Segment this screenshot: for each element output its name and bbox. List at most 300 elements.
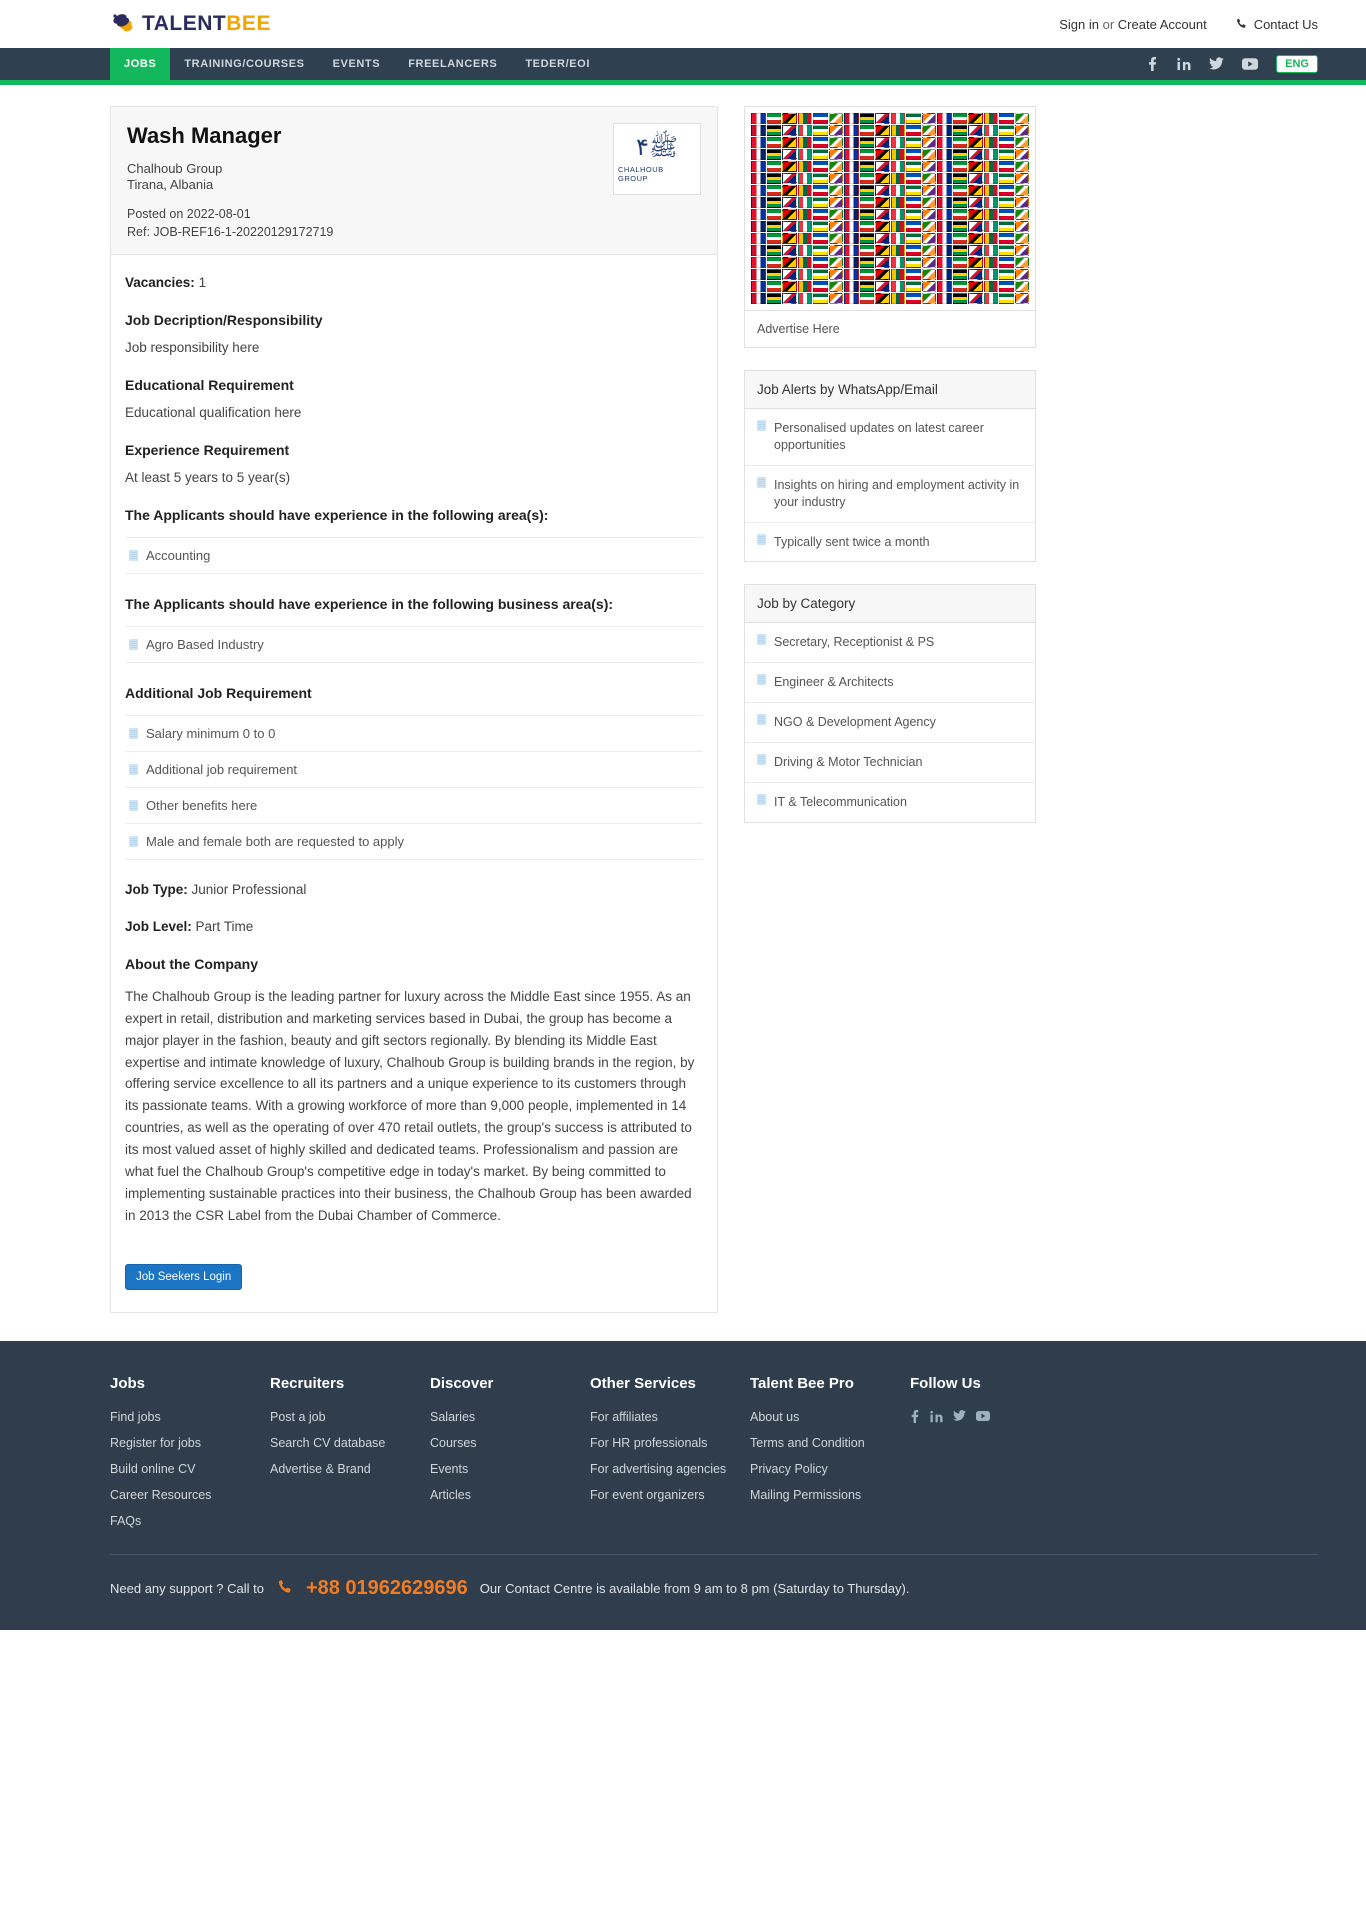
flag-swatch: [1015, 209, 1030, 220]
linkedin-icon[interactable]: [930, 1410, 943, 1423]
flag-swatch: [829, 293, 844, 304]
flag-swatch: [937, 257, 952, 268]
footer-support: [110, 1555, 1318, 1600]
description-heading: Job Decription/Responsibility: [125, 312, 323, 328]
flag-swatch: [767, 161, 782, 172]
flag-swatch: [891, 281, 906, 292]
flag-swatch: [813, 149, 828, 160]
flag-swatch: [906, 233, 921, 244]
flag-swatch: [751, 125, 766, 136]
flag-swatch: [984, 173, 999, 184]
job-alerts-card: [744, 370, 1036, 562]
flag-swatch: [937, 293, 952, 304]
logo-text-part2: BEE: [226, 12, 271, 35]
flag-swatch: [999, 221, 1014, 232]
flag-swatch: [922, 233, 937, 244]
footer-link-mailing-permissions[interactable]: Mailing Permissions: [750, 1487, 862, 1502]
flag-swatch: [782, 173, 797, 184]
job-alerts-title: Job Alerts by WhatsApp/Email: [745, 371, 1035, 409]
list-item: [125, 788, 703, 824]
description-text: Job responsibility here: [125, 340, 260, 355]
nav-item-freelancers[interactable]: FREELANCERS: [408, 58, 498, 70]
flag-swatch: [984, 113, 999, 124]
flag-swatch: [953, 125, 968, 136]
flag-swatch: [860, 269, 875, 280]
document-icon: [757, 420, 766, 431]
flag-swatch: [1015, 233, 1030, 244]
list-item-label: Agro Based Industry: [146, 637, 264, 652]
flag-swatch: [844, 197, 859, 208]
flag-swatch: [1015, 173, 1030, 184]
contact-us-link[interactable]: [1235, 17, 1318, 32]
flag-swatch: [1015, 197, 1030, 208]
flag-swatch: [953, 197, 968, 208]
flag-swatch: [937, 137, 952, 148]
flag-swatch: [968, 113, 983, 124]
flag-swatch: [813, 197, 828, 208]
flag-swatch: [999, 197, 1014, 208]
list-item: [125, 538, 703, 574]
flag-swatch: [751, 185, 766, 196]
sidebar-item-label: Driving & Motor Technician: [774, 755, 923, 769]
footer-link-articles[interactable]: Articles: [430, 1487, 471, 1502]
flag-swatch: [875, 113, 890, 124]
flag-swatch: [844, 125, 859, 136]
experience-areas-list: [125, 537, 703, 574]
list-item: [125, 824, 703, 860]
youtube-icon[interactable]: [1242, 57, 1258, 71]
flag-swatch: [999, 113, 1014, 124]
document-icon: [129, 550, 138, 561]
flag-swatch: [953, 113, 968, 124]
flag-swatch: [891, 197, 906, 208]
footer-link-for-event-organizers[interactable]: For event organizers: [590, 1487, 705, 1502]
flag-swatch: [767, 197, 782, 208]
sidebar-item-label: Engineer & Architects: [774, 675, 894, 690]
flag-swatch: [829, 113, 844, 124]
flag-swatch: [813, 209, 828, 220]
phone-icon: [1235, 18, 1248, 31]
vacancies-label: Vacancies:: [125, 275, 195, 290]
flag-swatch: [1015, 185, 1030, 196]
flag-swatch: [875, 281, 890, 292]
flag-swatch: [999, 149, 1014, 160]
flag-swatch: [906, 257, 921, 268]
flag-swatch: [937, 233, 952, 244]
flag-swatch: [829, 125, 844, 136]
flag-swatch: [751, 113, 766, 124]
flag-swatch: [922, 209, 937, 220]
flag-swatch: [813, 137, 828, 148]
flag-swatch: [937, 161, 952, 172]
flag-swatch: [999, 137, 1014, 148]
flag-swatch: [860, 149, 875, 160]
flag-swatch: [798, 233, 813, 244]
flag-swatch: [999, 161, 1014, 172]
flag-swatch: [906, 221, 921, 232]
footer-link-courses[interactable]: Courses: [430, 1435, 477, 1450]
footer-column-discover: [430, 1375, 590, 1540]
flag-swatch: [751, 209, 766, 220]
flag-swatch: [922, 161, 937, 172]
footer-link-for-affiliates[interactable]: For affiliates: [590, 1409, 658, 1424]
footer-link-faqs[interactable]: FAQs: [110, 1513, 142, 1528]
flag-swatch: [782, 245, 797, 256]
flag-swatch: [751, 269, 766, 280]
footer-column-follow-us: [910, 1375, 1070, 1540]
flag-swatch: [968, 197, 983, 208]
language-selector[interactable]: ENG: [1276, 55, 1318, 73]
business-areas-list: [125, 626, 703, 663]
job-by-category-card: [744, 584, 1036, 822]
sidebar-item-label: NGO & Development Agency: [774, 715, 936, 730]
flag-swatch: [968, 245, 983, 256]
flag-swatch: [767, 185, 782, 196]
flag-swatch: [798, 113, 813, 124]
footer-link-register-for-jobs[interactable]: Register for jobs: [110, 1435, 202, 1450]
flag-swatch: [937, 221, 952, 232]
flag-swatch: [953, 233, 968, 244]
flag-swatch: [813, 113, 828, 124]
flag-swatch: [984, 185, 999, 196]
flag-swatch: [984, 281, 999, 292]
advertise-here-label[interactable]: Advertise Here: [745, 310, 1035, 347]
flag-swatch: [813, 221, 828, 232]
twitter-icon[interactable]: [1209, 57, 1224, 71]
flag-swatch: [767, 221, 782, 232]
flag-swatch: [984, 233, 999, 244]
site-logo[interactable]: [110, 11, 271, 37]
job-level-row: [125, 919, 703, 934]
list-item-label: Accounting: [146, 548, 211, 563]
flag-swatch: [798, 221, 813, 232]
flag-swatch: [875, 233, 890, 244]
facebook-icon[interactable]: [1146, 57, 1159, 71]
list-item-label: Male and female both are requested to apply: [146, 834, 405, 849]
footer-link-find-jobs[interactable]: Find jobs: [110, 1409, 161, 1424]
nav-right: [1146, 48, 1318, 80]
footer-link-for-hr-professionals[interactable]: For HR professionals: [590, 1435, 708, 1450]
flag-swatch: [813, 293, 828, 304]
flag-swatch: [937, 149, 952, 160]
youtube-icon[interactable]: [976, 1410, 990, 1423]
arabesque-icon: ۴ﷺ: [636, 133, 678, 161]
flag-swatch: [906, 185, 921, 196]
sidebar-item-ngo[interactable]: [745, 703, 1035, 743]
flag-swatch: [829, 173, 844, 184]
flag-swatch: [798, 137, 813, 148]
flag-swatch: [906, 161, 921, 172]
footer-column-jobs: [110, 1375, 270, 1540]
job-body: [111, 255, 717, 1312]
flag-swatch: [767, 293, 782, 304]
flag-swatch: [1015, 137, 1030, 148]
flag-swatch: [813, 125, 828, 136]
flag-swatch: [953, 149, 968, 160]
flag-swatch: [798, 149, 813, 160]
flag-swatch: [984, 197, 999, 208]
flag-swatch: [829, 185, 844, 196]
flag-swatch: [922, 149, 937, 160]
flag-swatch: [829, 149, 844, 160]
nav-item-teder-eoi[interactable]: TEDER/EOI: [525, 58, 590, 70]
flag-swatch: [891, 257, 906, 268]
nav-item-events[interactable]: EVENTS: [332, 58, 381, 70]
linkedin-icon[interactable]: [1177, 57, 1191, 71]
footer-columns: [110, 1375, 1318, 1540]
flag-swatch: [999, 209, 1014, 220]
flag-swatch: [937, 197, 952, 208]
flag-swatch: [860, 233, 875, 244]
support-hours: Our Contact Centre is available from 9 am to 8 pm (Saturday to Thursday).: [479, 1580, 910, 1596]
flag-swatch: [813, 245, 828, 256]
main-navigation: [0, 48, 1366, 80]
or-text: or: [1102, 16, 1115, 32]
support-phone-number[interactable]: +88 01962629696: [305, 1576, 468, 1599]
flag-swatch: [829, 137, 844, 148]
education-heading: Educational Requirement: [125, 377, 294, 393]
nav-item-jobs[interactable]: JOBS: [110, 48, 170, 80]
flag-swatch: [860, 173, 875, 184]
flag-swatch: [875, 137, 890, 148]
job-type-label: Job Type:: [125, 882, 188, 897]
flag-swatch: [937, 125, 952, 136]
footer-link-about-us[interactable]: About us: [750, 1409, 800, 1424]
flag-swatch: [953, 185, 968, 196]
flag-swatch: [891, 269, 906, 280]
flag-swatch: [984, 245, 999, 256]
flag-swatch: [798, 281, 813, 292]
flag-swatch: [782, 281, 797, 292]
flag-swatch: [751, 245, 766, 256]
flag-swatch: [844, 185, 859, 196]
nav-item-training-courses[interactable]: TRAINING/COURSES: [184, 58, 305, 70]
flag-swatch: [875, 209, 890, 220]
sidebar-item-engineer[interactable]: [745, 663, 1035, 703]
flag-swatch: [813, 281, 828, 292]
job-level-value: Part Time: [195, 919, 254, 934]
top-bar-actions: [1059, 17, 1318, 32]
flag-swatch: [767, 125, 782, 136]
flag-swatch: [798, 161, 813, 172]
logo-text-part1: TALENT: [142, 12, 227, 35]
flag-swatch: [813, 173, 828, 184]
advertisement-banner[interactable]: [744, 106, 1036, 348]
flag-swatch: [813, 161, 828, 172]
about-company-heading: About the Company: [125, 956, 258, 972]
document-icon: [129, 764, 138, 775]
job-by-category-title: Job by Category: [745, 585, 1035, 623]
flag-swatch: [844, 281, 859, 292]
list-item-label: Salary minimum 0 to 0: [146, 726, 276, 741]
flag-swatch: [875, 197, 890, 208]
flag-swatch: [798, 269, 813, 280]
flag-swatch: [891, 161, 906, 172]
job-location: Tirana, Albania: [127, 177, 214, 193]
flag-swatch: [844, 209, 859, 220]
flag-swatch: [891, 149, 906, 160]
sidebar-item-it-telecom[interactable]: [745, 783, 1035, 822]
list-item: [745, 523, 1035, 562]
flag-swatch: [922, 269, 937, 280]
flag-swatch: [922, 185, 937, 196]
job-seekers-login-button[interactable]: Job Seekers Login: [125, 1264, 242, 1290]
site-footer: [0, 1341, 1366, 1630]
flag-swatch: [906, 149, 921, 160]
flag-swatch: [782, 269, 797, 280]
flag-swatch: [860, 125, 875, 136]
flag-swatch: [906, 113, 921, 124]
flag-swatch: [798, 197, 813, 208]
flag-swatch: [875, 293, 890, 304]
sign-in-link[interactable]: Sign in: [1059, 16, 1099, 32]
flag-swatch: [968, 149, 983, 160]
flag-swatch: [999, 257, 1014, 268]
flag-swatch: [984, 149, 999, 160]
document-icon: [129, 836, 138, 847]
footer-link-career-resources[interactable]: Career Resources: [110, 1487, 212, 1502]
main-content: [0, 80, 1366, 1313]
footer-link-post-a-job[interactable]: Post a job: [270, 1409, 326, 1424]
flag-swatch: [860, 137, 875, 148]
experience-text: At least 5 years to 5 year(s): [125, 470, 291, 485]
bee-icon: [110, 11, 136, 37]
flag-swatch: [999, 185, 1014, 196]
flag-swatch: [906, 269, 921, 280]
flag-swatch: [782, 257, 797, 268]
flag-swatch: [999, 245, 1014, 256]
flag-swatch: [860, 161, 875, 172]
footer-column-other-services: [590, 1375, 750, 1540]
flag-swatch: [937, 173, 952, 184]
footer-column-title: Talent Bee Pro: [750, 1374, 854, 1392]
footer-column-title: Other Services: [590, 1374, 696, 1392]
flag-swatch: [937, 269, 952, 280]
flag-swatch: [984, 125, 999, 136]
footer-link-for-advertising-agencies[interactable]: For advertising agencies: [590, 1461, 727, 1476]
flag-swatch: [953, 137, 968, 148]
flag-swatch: [782, 233, 797, 244]
flag-swatch: [922, 281, 937, 292]
job-type-value: Junior Professional: [191, 882, 307, 897]
flag-swatch: [782, 125, 797, 136]
flag-swatch: [844, 137, 859, 148]
flags-grid: [745, 107, 1035, 310]
flag-swatch: [984, 161, 999, 172]
flag-swatch: [751, 293, 766, 304]
flag-swatch: [844, 113, 859, 124]
footer-link-terms-and-condition[interactable]: Terms and Condition: [750, 1435, 865, 1450]
sidebar-item-label: Secretary, Receptionist & PS: [774, 635, 935, 650]
flag-swatch: [767, 245, 782, 256]
footer-link-salaries[interactable]: Salaries: [430, 1409, 476, 1424]
footer-link-build-online-cv[interactable]: Build online CV: [110, 1461, 196, 1476]
footer-link-privacy-policy[interactable]: Privacy Policy: [750, 1461, 828, 1476]
top-bar: [0, 0, 1366, 48]
list-item: [745, 466, 1035, 523]
flag-swatch: [844, 257, 859, 268]
flag-swatch: [999, 281, 1014, 292]
flag-swatch: [968, 161, 983, 172]
flag-swatch: [922, 125, 937, 136]
flag-swatch: [968, 257, 983, 268]
flag-swatch: [875, 185, 890, 196]
business-areas-heading: The Applicants should have experience in the following business area(s):: [125, 596, 614, 612]
flag-swatch: [767, 257, 782, 268]
flag-swatch: [782, 209, 797, 220]
flag-swatch: [875, 257, 890, 268]
flag-swatch: [891, 173, 906, 184]
flag-swatch: [829, 257, 844, 268]
additional-requirement-list: [125, 715, 703, 860]
flag-swatch: [968, 209, 983, 220]
flag-swatch: [751, 161, 766, 172]
flag-swatch: [798, 185, 813, 196]
flag-swatch: [984, 209, 999, 220]
flag-swatch: [798, 209, 813, 220]
vacancies-row: [125, 275, 703, 290]
flag-swatch: [953, 221, 968, 232]
footer-link-advertise-brand[interactable]: Advertise & Brand: [270, 1461, 371, 1476]
twitter-icon[interactable]: [953, 1410, 966, 1423]
facebook-icon[interactable]: [910, 1410, 920, 1423]
flag-swatch: [906, 281, 921, 292]
footer-column-title: Jobs: [110, 1374, 146, 1392]
flag-swatch: [1015, 245, 1030, 256]
footer-link-search-cv-database[interactable]: Search CV database: [270, 1435, 386, 1450]
flag-swatch: [1015, 113, 1030, 124]
flag-swatch: [968, 269, 983, 280]
flag-swatch: [984, 269, 999, 280]
flag-swatch: [906, 209, 921, 220]
flag-swatch: [751, 173, 766, 184]
flag-swatch: [829, 197, 844, 208]
sidebar: [744, 106, 1036, 845]
flag-swatch: [953, 173, 968, 184]
flag-swatch: [860, 245, 875, 256]
flag-swatch: [798, 125, 813, 136]
flag-swatch: [844, 173, 859, 184]
flag-swatch: [953, 293, 968, 304]
footer-column-talent-bee-pro: [750, 1375, 910, 1540]
flag-swatch: [860, 209, 875, 220]
sidebar-item-secretary[interactable]: [745, 623, 1035, 663]
flag-swatch: [922, 293, 937, 304]
flag-swatch: [968, 173, 983, 184]
flag-swatch: [906, 197, 921, 208]
flag-swatch: [875, 245, 890, 256]
sidebar-item-driving[interactable]: [745, 743, 1035, 783]
footer-column-title: Discover: [430, 1374, 494, 1392]
flag-swatch: [860, 221, 875, 232]
flag-swatch: [1015, 221, 1030, 232]
flag-swatch: [999, 173, 1014, 184]
flag-swatch: [844, 293, 859, 304]
flag-swatch: [860, 293, 875, 304]
flag-swatch: [1015, 269, 1030, 280]
flag-swatch: [875, 125, 890, 136]
job-posted-date: Posted on 2022-08-01: [127, 206, 251, 221]
flag-swatch: [875, 173, 890, 184]
list-item: [125, 752, 703, 788]
create-account-link[interactable]: Create Account: [1117, 16, 1207, 32]
flag-swatch: [751, 221, 766, 232]
footer-link-events[interactable]: Events: [430, 1461, 469, 1476]
flag-swatch: [813, 269, 828, 280]
flag-swatch: [1015, 125, 1030, 136]
flag-swatch: [984, 137, 999, 148]
flag-swatch: [922, 221, 937, 232]
